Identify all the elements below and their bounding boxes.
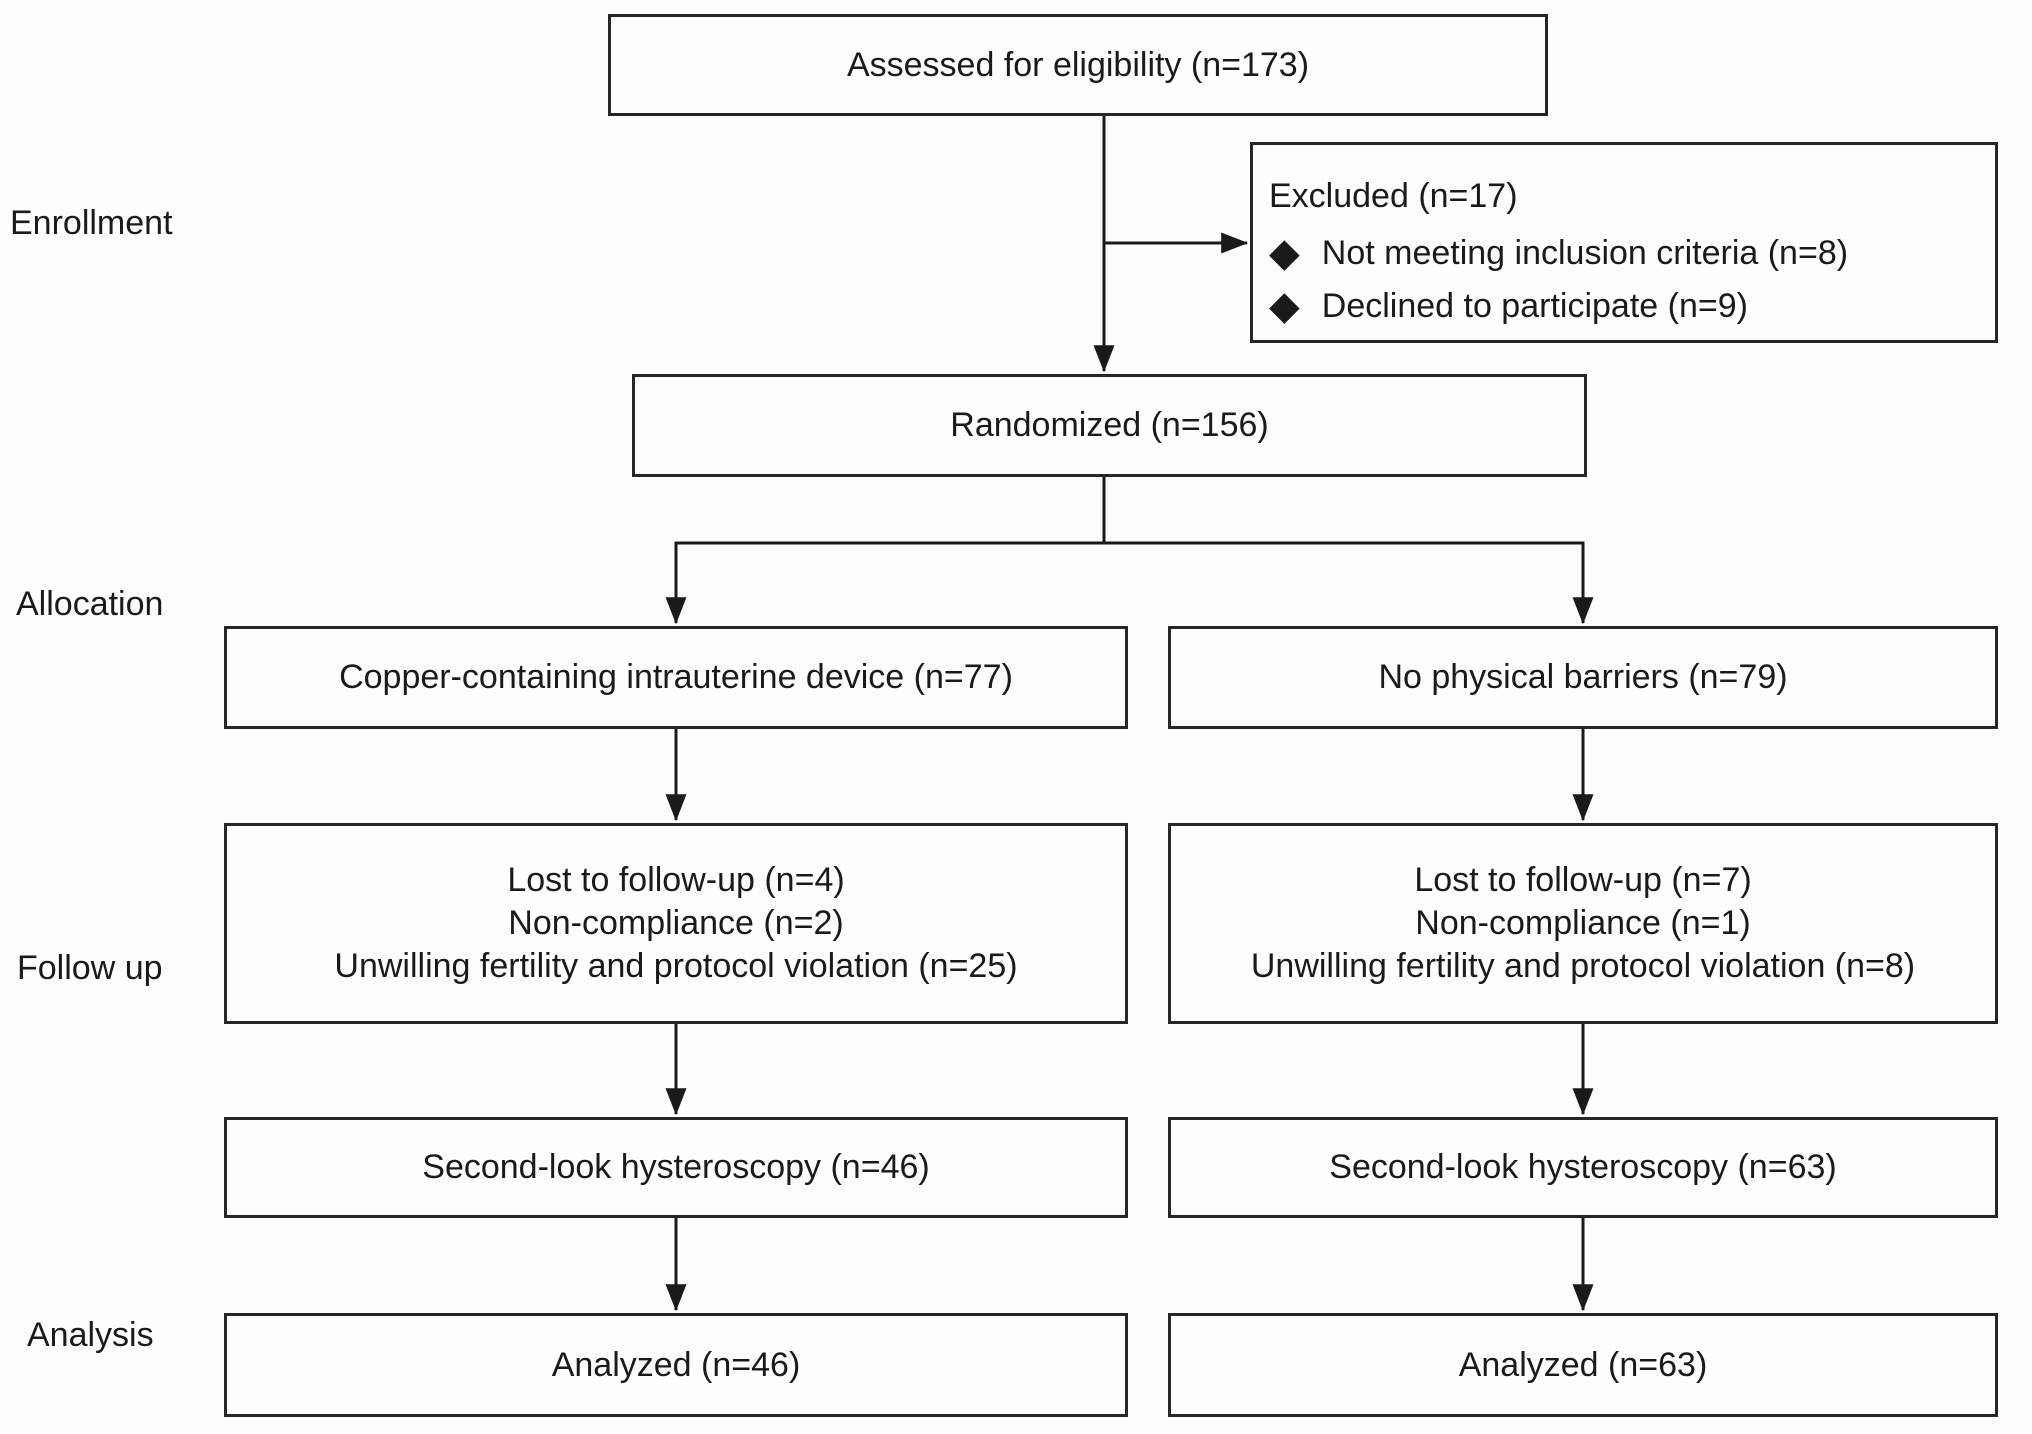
second-look-left-text: Second-look hysteroscopy (n=46) [422, 1148, 930, 1187]
excluded-reason-text: Declined to participate (n=9) [1321, 286, 1748, 325]
followup-right-box [1168, 823, 1998, 1024]
followup-left-box [224, 823, 1128, 1024]
followup-right-line: Unwilling fertility and protocol violation (n=8) [1250, 946, 1916, 985]
randomized-text: Randomized (n=156) [950, 406, 1269, 445]
assessed-eligibility-box [608, 14, 1548, 116]
allocation-right-text: No physical barriers (n=79) [1378, 658, 1788, 697]
followup-left-line: Non-compliance (n=2) [508, 904, 844, 943]
analyzed-left-box [224, 1313, 1128, 1417]
excluded-title: Excluded (n=17) [1269, 177, 1518, 215]
allocation-left-box [224, 626, 1128, 729]
followup-left-line: Unwilling fertility and protocol violation (n=25) [334, 946, 1018, 985]
stage-label-enrollment: Enrollment [10, 204, 173, 242]
assessed-eligibility-text: Assessed for eligibility (n=173) [846, 45, 1310, 84]
second-look-left-box [224, 1117, 1128, 1218]
analyzed-right-box [1168, 1313, 1998, 1417]
excluded-reason-row [1269, 232, 1977, 275]
stage-label-allocation: Allocation [16, 585, 164, 623]
analyzed-right-text: Analyzed (n=63) [1458, 1345, 1708, 1384]
allocation-right-box [1168, 626, 1998, 729]
analyzed-left-text: Analyzed (n=46) [551, 1345, 801, 1384]
excluded-reason-row [1269, 285, 1977, 328]
followup-right-line: Lost to follow-up (n=7) [1414, 861, 1752, 900]
excluded-box [1250, 142, 1998, 343]
diamond-bullet-icon: ◆ [1269, 284, 1300, 329]
diamond-bullet-icon: ◆ [1269, 231, 1300, 276]
second-look-right-box [1168, 1117, 1998, 1218]
allocation-left-text: Copper-containing intrauterine device (n=77) [339, 658, 1013, 697]
stage-label-follow-up: Follow up [17, 949, 163, 987]
excluded-reason-text: Not meeting inclusion criteria (n=8) [1321, 233, 1849, 272]
followup-right-line: Non-compliance (n=1) [1415, 904, 1751, 943]
stage-label-analysis: Analysis [27, 1316, 154, 1354]
second-look-right-text: Second-look hysteroscopy (n=63) [1329, 1148, 1837, 1187]
randomized-box [632, 374, 1587, 477]
followup-left-line: Lost to follow-up (n=4) [507, 861, 845, 900]
